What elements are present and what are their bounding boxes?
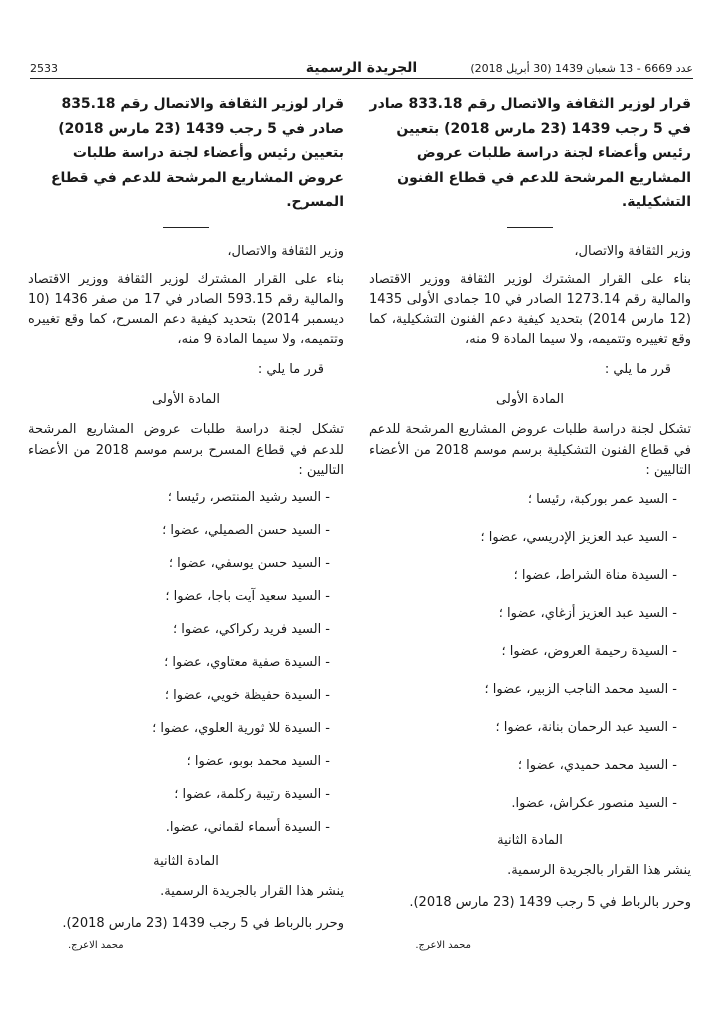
list-item: - السيدة رحيمة العروض، عضوا ؛ (501, 643, 677, 659)
divider (163, 227, 209, 228)
article-1-heading: المادة الأولى (152, 392, 220, 408)
list-item: - السيد عبد العزيز الإدريسي، عضوا ؛ (480, 529, 677, 545)
decision-column-right (369, 92, 691, 913)
issuer: وزير الثقافة والاتصال، (227, 243, 344, 259)
article-2-heading: المادة الثانية (153, 853, 219, 869)
list-item: - السيدة رتيبة ركلمة، عضوا ؛ (174, 786, 330, 802)
preamble: بناء على القرار المشترك لوزير الثقافة ووزير الاقتصاد والمالية رقم 593.15 الصادر في 17 من صفر 1436 (10 ديسمبر 2014) بتحديد كيفية دعم المسرح، كما وقع تغييره وتتميمه، ولا سيما المادة 9 منه، (28, 271, 345, 348)
decided-label: قرر ما يلي : (604, 362, 671, 378)
list-item: - السيدة للا ثورية العلوي، عضوا ؛ (152, 720, 330, 736)
list-item: - السيد عمر بوركبة، رئيسا ؛ (527, 491, 677, 507)
issuer: وزير الثقافة والاتصال، (574, 243, 691, 259)
page-number: 2533 (30, 62, 58, 75)
list-item: - السيدة صفية معتاوي، عضوا ؛ (164, 654, 330, 670)
issue-info: عدد 6669 - 13 شعبان 1439 (30 أبريل 2018) (470, 62, 693, 75)
signed-date: وحرر بالرباط في 5 رجب 1439 (23 مارس 2018). (62, 916, 344, 932)
list-item: - السيد منصور عكراش، عضوا. (511, 795, 677, 811)
signature: محمد الاعرج. (68, 940, 124, 951)
list-item: - السيد محمد الناجب الزبير، عضوا ؛ (484, 681, 677, 697)
list-item: - السيد سعيد آيت باجا، عضوا ؛ (165, 588, 330, 604)
list-item: - السيد عبد العزيز أزغاي، عضوا ؛ (498, 605, 677, 621)
members-list (369, 481, 691, 823)
decided-label: قرر ما يلي : (257, 362, 324, 378)
preamble: بناء على القرار المشترك لوزير الثقافة ووزير الاقتصاد والمالية رقم 1273.14 الصادر في 10 جمادى الأولى 1435 (12 مارس 2014) بتحديد كيفية دعم الفنون التشكيلية، كما وقع تغييره وتتميمه، ولا سيما المادة 9 منه، (369, 271, 691, 348)
list-item: - السيدة أسماء لقماني، عضوا. (165, 819, 330, 835)
list-item: - السيد حسن الصميلي، عضوا ؛ (162, 522, 330, 538)
gazette-title: الجريدة الرسمية (305, 60, 418, 76)
divider (507, 227, 553, 228)
gazette-header (30, 56, 693, 79)
signature: محمد الاعرج. (415, 940, 471, 951)
article-1-heading: المادة الأولى (496, 392, 564, 408)
list-item: - السيد فريد ركراكي، عضوا ؛ (172, 621, 330, 637)
list-item: - السيد محمد حميدي، عضوا ؛ (517, 757, 677, 773)
list-item: - السيدة حفيظة خويي، عضوا ؛ (164, 687, 330, 703)
decision-column-left (28, 92, 344, 934)
article-2-heading: المادة الثانية (497, 832, 563, 848)
article-2-text: ينشر هذا القرار بالجريدة الرسمية. (160, 884, 344, 900)
members-list (28, 481, 344, 844)
list-item: - السيد رشيد المنتصر، رئيسا ؛ (167, 489, 330, 505)
article-1-text: تشكل لجنة دراسة طلبات عروض المشاريع المرشحة للدعم في قطاع الفنون التشكيلية برسم موسم 2018 من الأعضاء التاليين : (369, 422, 691, 478)
decision-title: قرار لوزير الثقافة والاتصال رقم 835.18 صادر في 5 رجب 1439 (23 مارس 2018) بتعيين رئيس وأعضاء لجنة دراسة طلبات عروض المشاريع المرشحة للدعم في قطاع المسرح. (50, 96, 344, 210)
signed-date: وحرر بالرباط في 5 رجب 1439 (23 مارس 2018). (409, 895, 691, 911)
list-item: - السيد حسن يوسفي، عضوا ؛ (168, 555, 330, 571)
list-item: - السيدة مناة الشراط، عضوا ؛ (513, 567, 677, 583)
article-2-text: ينشر هذا القرار بالجريدة الرسمية. (507, 863, 691, 879)
decision-title: قرار لوزير الثقافة والاتصال رقم 833.18 صادر في 5 رجب 1439 (23 مارس 2018) بتعيين رئيس وأعضاء لجنة دراسة طلبات عروض المشاريع المرشحة للدعم في قطاع الفنون التشكيلية. (369, 96, 691, 210)
article-1-text: تشكل لجنة دراسة طلبات عروض المشاريع المرشحة للدعم في قطاع المسرح برسم موسم 2018 من الأعضاء التاليين : (28, 422, 344, 478)
list-item: - السيد عبد الرحمان بنانة، عضوا ؛ (495, 719, 677, 735)
list-item: - السيد محمد بوبو، عضوا ؛ (186, 753, 330, 769)
